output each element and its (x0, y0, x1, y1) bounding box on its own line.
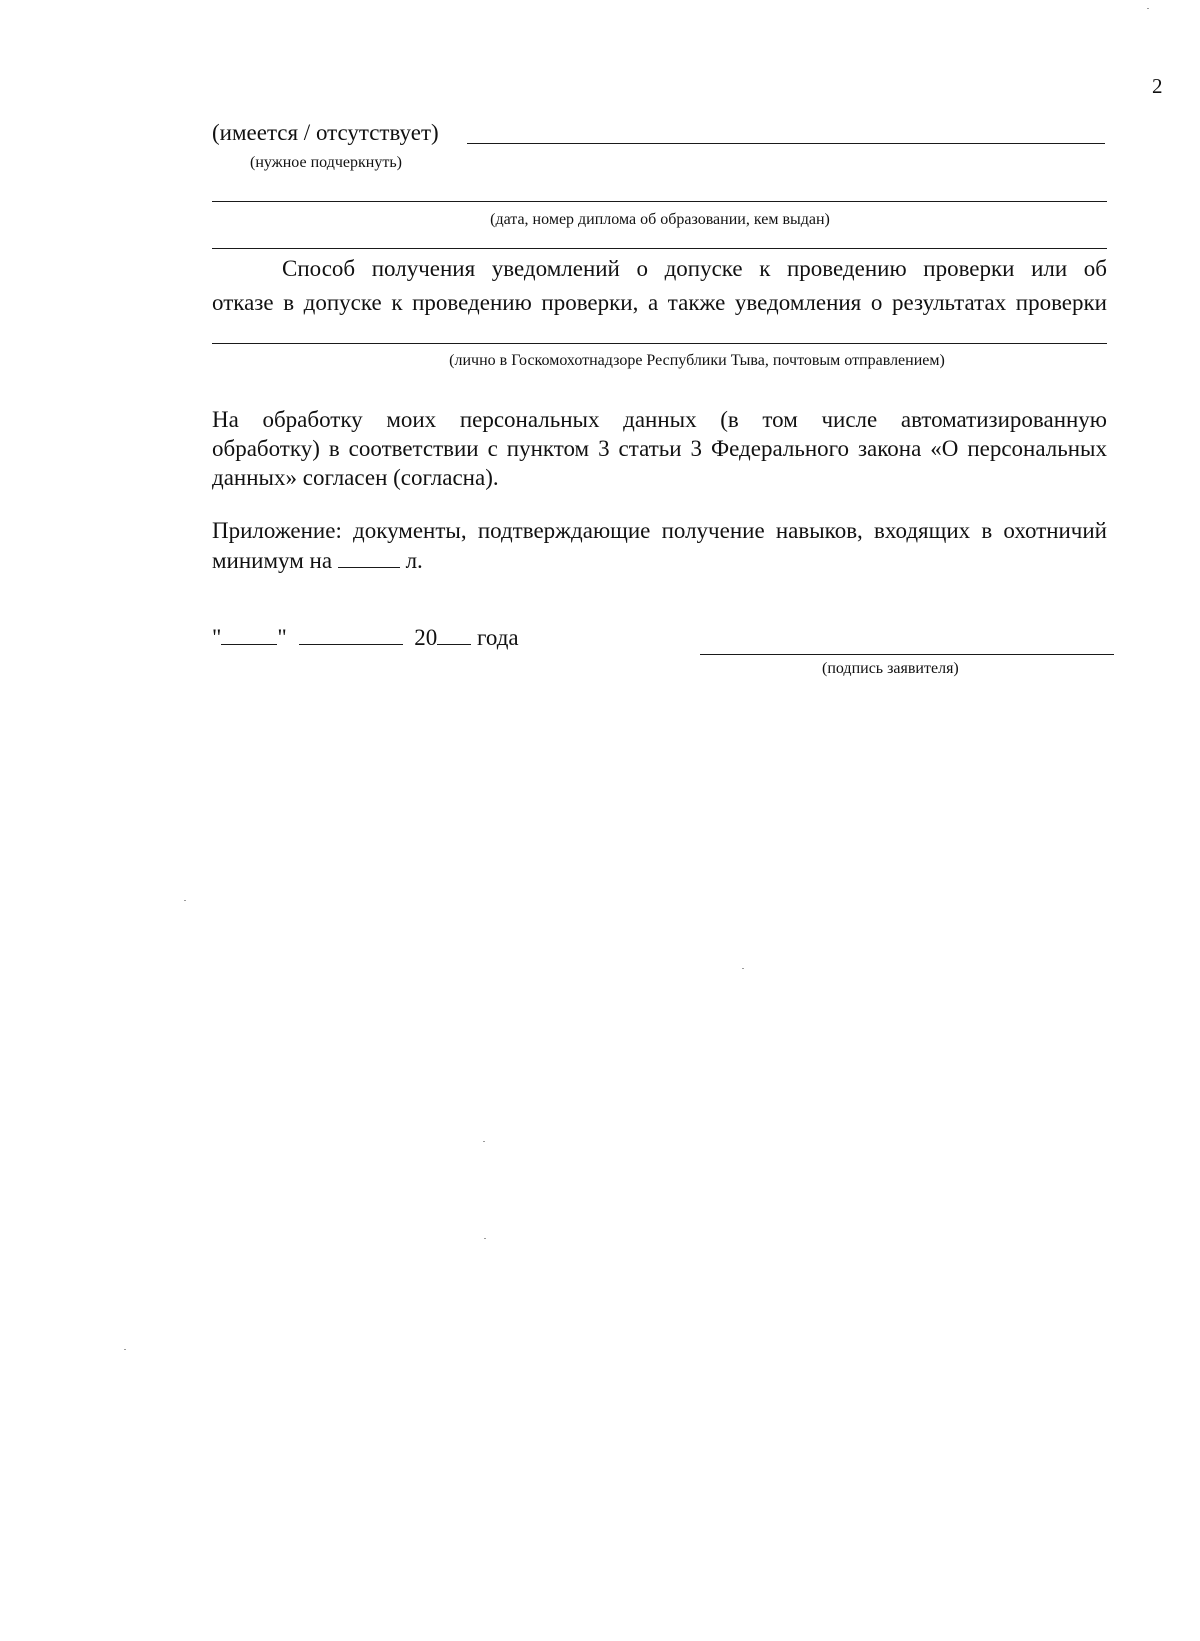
signature-field[interactable] (700, 654, 1114, 655)
notification-text-line-1 (282, 256, 1107, 282)
diploma-field[interactable] (212, 201, 1107, 202)
month-field[interactable] (299, 624, 403, 645)
page-number: 2 (1152, 74, 1163, 98)
day-field[interactable] (221, 624, 277, 645)
scan-speck (184, 900, 186, 901)
education-presence-label: (имеется / отсутствует) (212, 120, 439, 145)
notification-line-2: отказе в допуске к проведению проверки, а также уведомления о результатах проверки (212, 290, 1107, 315)
scan-speck (1147, 8, 1149, 9)
scan-speck (742, 968, 744, 969)
attachment-pages-suffix: л. (405, 548, 423, 573)
consent-text-line-2 (212, 436, 1107, 462)
attachment-text-line-1 (212, 518, 1107, 544)
notification-method-hint: (лично в Госкомохотнадзоре Республики Тыва, почтовым отправлением) (449, 352, 945, 369)
year-prefix: 20 (414, 625, 438, 650)
attachment-pages-field[interactable] (338, 547, 400, 568)
education-presence-field[interactable] (467, 143, 1105, 144)
year-field[interactable] (437, 624, 471, 645)
notification-method-field[interactable] (212, 343, 1107, 344)
diploma-hint: (дата, номер диплома об образовании, кем выдан) (490, 211, 830, 228)
day-quote-open: " (212, 625, 222, 650)
attachment-pages-prefix: минимум на (212, 548, 333, 573)
signature-hint: (подпись заявителя) (822, 660, 959, 677)
date-line (212, 624, 519, 651)
notification-text-line-2 (212, 290, 1107, 316)
attachment-text-line-2 (212, 547, 1107, 574)
consent-line-2: обработку) в соответствии с пунктом 3 статьи 3 Федерального закона «О персональных (212, 436, 1107, 461)
day-quote-close: " (277, 625, 287, 650)
attachment-line-1: Приложение: документы, подтверждающие получение навыков, входящих в охотничий (212, 518, 1107, 543)
year-suffix: года (477, 625, 519, 650)
underline-hint: (нужное подчеркнуть) (250, 154, 402, 171)
notification-line-1: Способ получения уведомлений о допуске к проведению проверки или об (282, 256, 1107, 281)
consent-text-line-1 (212, 407, 1107, 433)
scan-speck (124, 1349, 126, 1350)
consent-line-1: На обработку моих персональных данных (в том числе автоматизированную (212, 407, 1107, 432)
scan-speck (483, 1141, 485, 1142)
scan-speck (484, 1238, 486, 1239)
diploma-field-continued[interactable] (212, 248, 1107, 249)
consent-line-3: данных» согласен (согласна). (212, 465, 499, 490)
consent-text-line-3 (212, 465, 1107, 491)
